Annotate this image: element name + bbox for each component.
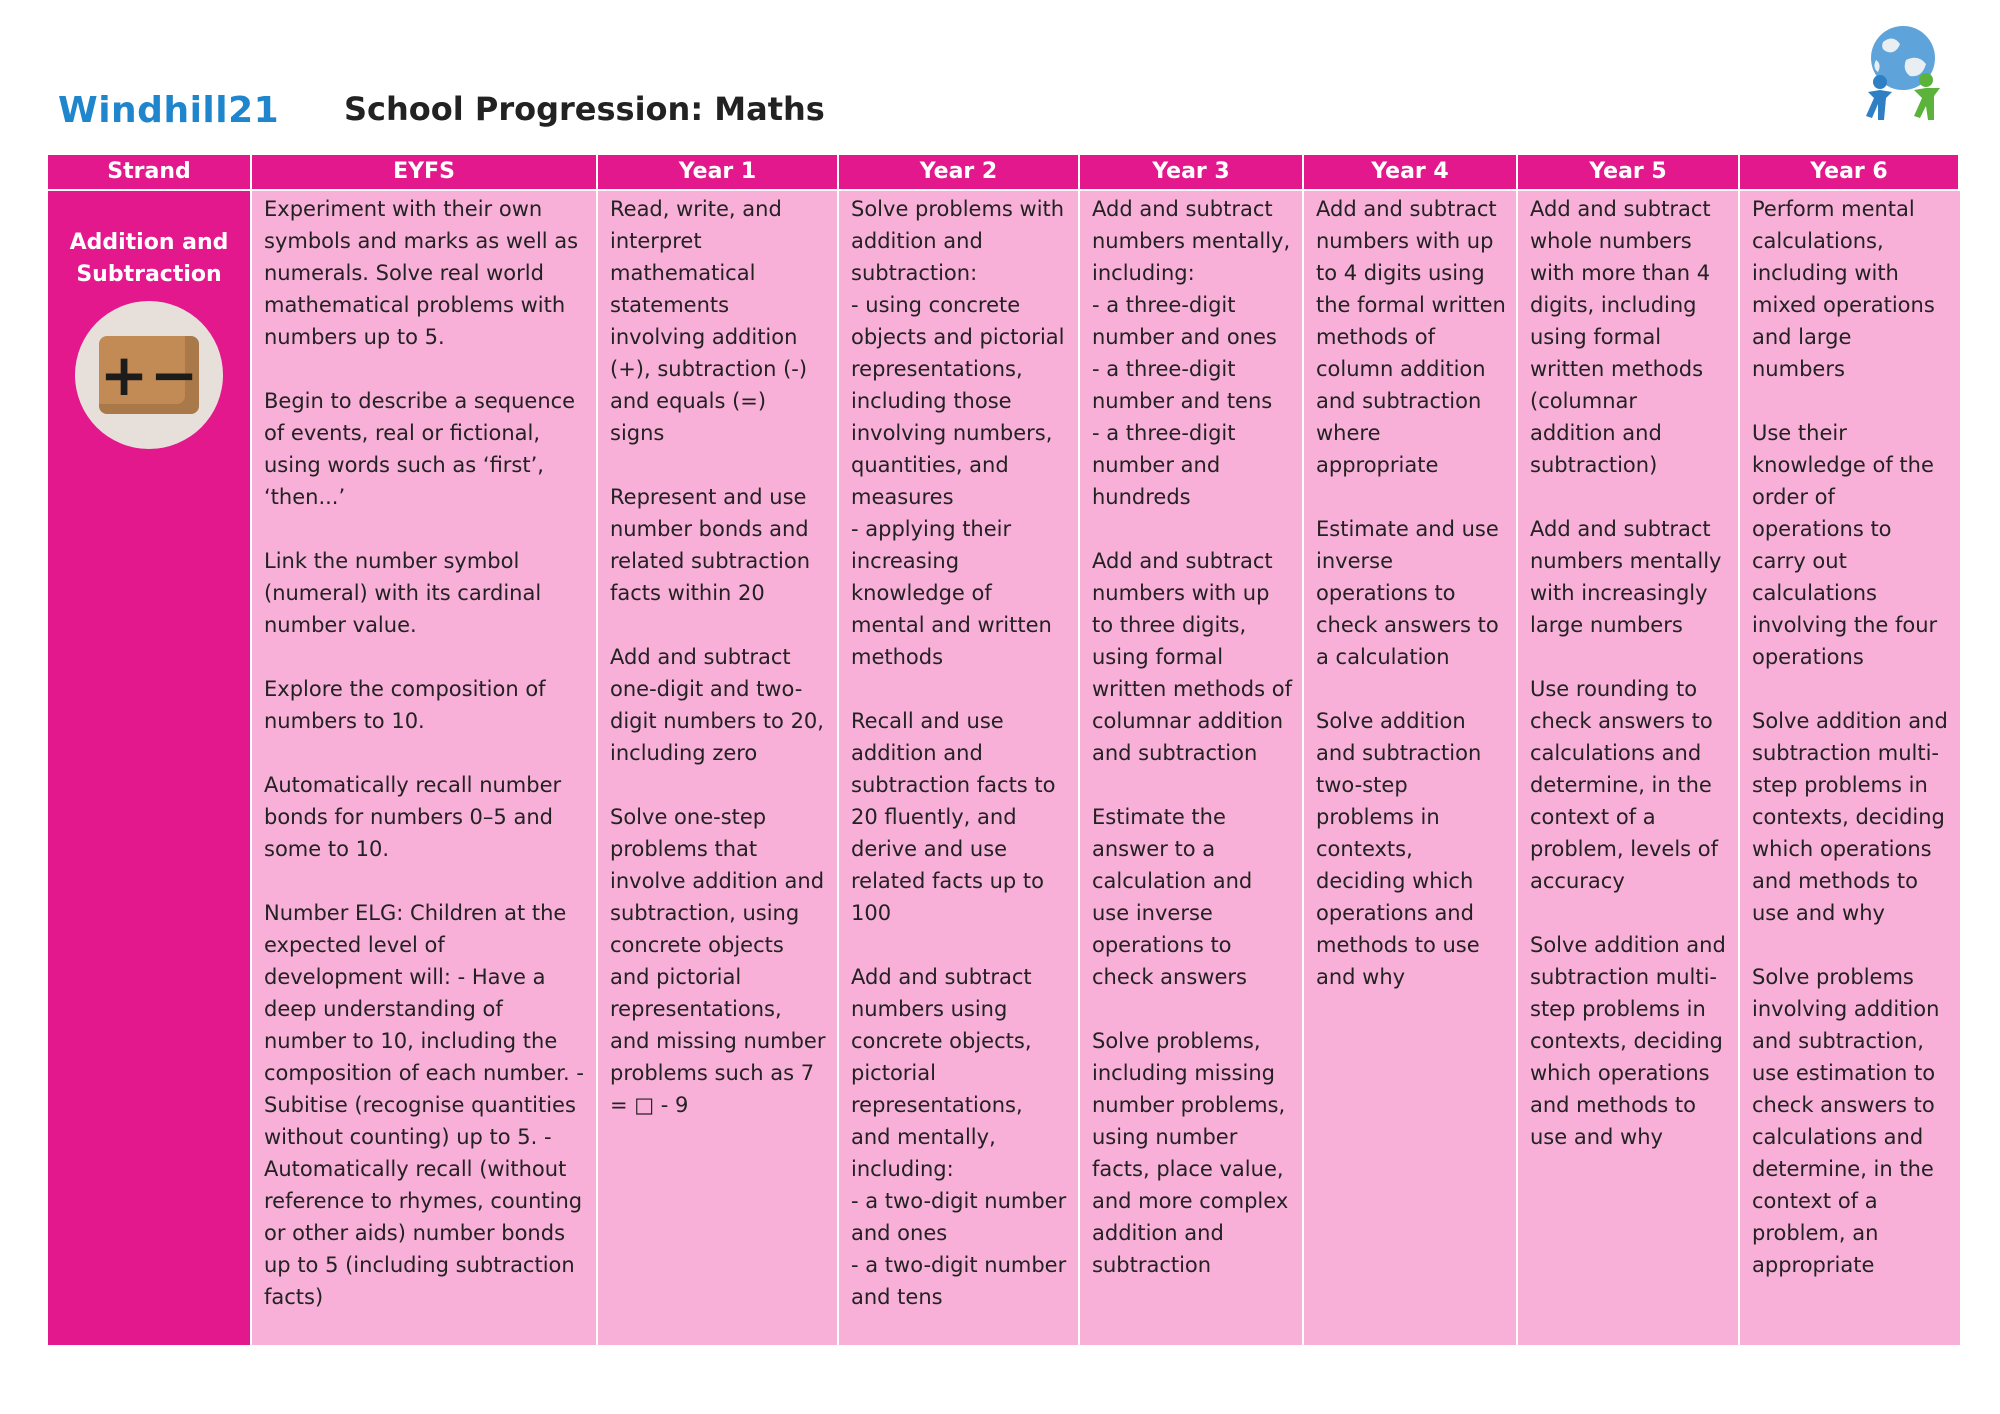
plus-glyph: +	[99, 341, 149, 409]
strand-cell	[48, 189, 252, 1345]
minus-glyph: −	[149, 341, 199, 409]
header-year-2: Year 2	[839, 155, 1080, 189]
header-year-5: Year 5	[1518, 155, 1740, 189]
cell-year-1: Read, write, and interpret mathematical statements involving addition (+), subtraction (-) and equals (=) signs Represent and use number bonds and related subtraction facts within 20 Add and subtract one-digit and two-digit numbers to 20, including zero Solve one-step problems that involve addition and subtraction, using concrete objects and pictorial representations, and missing number problems such as 7 = □ - 9	[598, 189, 839, 1345]
cell-year-4: Add and subtract numbers with up to 4 digits using the formal written methods of column addition and subtraction where appropriate Estimate and use inverse operations to check answers to a calculation Solve addition and subtraction two-step problems in contexts, deciding which operations and methods to use and why	[1304, 189, 1518, 1345]
cell-year-5: Add and subtract whole numbers with more than 4 digits, including using formal written methods (columnar addition and subtraction) Add and subtract numbers mentally with increasingly large numbers Use rounding to check answers to calculations and determine, in the context of a problem, levels of accuracy Solve addition and subtraction multi-step problems in contexts, deciding which operations and methods to use and why	[1518, 189, 1740, 1345]
header-year-3: Year 3	[1080, 155, 1304, 189]
globe-children-icon	[1848, 20, 1958, 130]
cell-year-2: Solve problems with addition and subtraction: - using concrete objects and pictorial representations, including those involving numbers, quantities, and measures - applying their increasing knowledge of mental and written methods Recall and use addition and subtraction facts to 20 fluently, and derive and use related facts up to 100 Add and subtract numbers using concrete objects, pictorial representations, and mentally, including: - a two-digit number and ones - a two-digit number and tens	[839, 189, 1080, 1345]
page-title: School Progression: Maths	[344, 90, 825, 128]
header-eyfs: EYFS	[252, 155, 598, 189]
strand-name: Addition and Subtraction	[69, 230, 229, 287]
strand-image	[75, 301, 223, 449]
header-strand: Strand	[48, 155, 252, 189]
cell-eyfs: Experiment with their own symbols and marks as well as numerals. Solve real world mathematical problems with numbers up to 5. Begin to describe a sequence of events, real or fictional, using words such as ‘first’, ‘then...’ Link the number symbol (numeral) with its cardinal number value. Explore the composition of numbers to 10. Automatically recall number bonds for numbers 0–5 and some to 10. Number ELG: Children at the expected level of development will: - Have a deep understanding of number to 10, including the composition of each number. - Subitise (recognise quantities without counting) up to 5. - Automatically recall (without reference to rhymes, counting or other aids) number bonds up to 5 (including subtraction facts)	[252, 189, 598, 1345]
header-year-4: Year 4	[1304, 155, 1518, 189]
cell-year-3: Add and subtract numbers mentally, including: - a three-digit number and ones - a three-digit number and tens - a three-digit number and hundreds Add and subtract numbers with up to three digits, using formal written methods of columnar addition and subtraction Estimate the answer to a calculation and use inverse operations to check answers Solve problems, including missing number problems, using number facts, place value, and more complex addition and subtraction	[1080, 189, 1304, 1345]
progression-table	[48, 155, 1960, 1345]
header-year-6: Year 6	[1740, 155, 1960, 189]
plus-minus-cube-icon	[99, 336, 199, 414]
brand-name: Windhill21	[58, 90, 280, 131]
header-year-1: Year 1	[598, 155, 839, 189]
cell-year-6: Perform mental calculations, including with mixed operations and large numbers Use their knowledge of the order of operations to carry out calculations involving the four operations Solve addition and subtraction multi-step problems in contexts, deciding which operations and methods to use and why Solve problems involving addition and subtraction, use estimation to check answers to calculations and determine, in the context of a problem, an appropriate	[1740, 189, 1960, 1345]
